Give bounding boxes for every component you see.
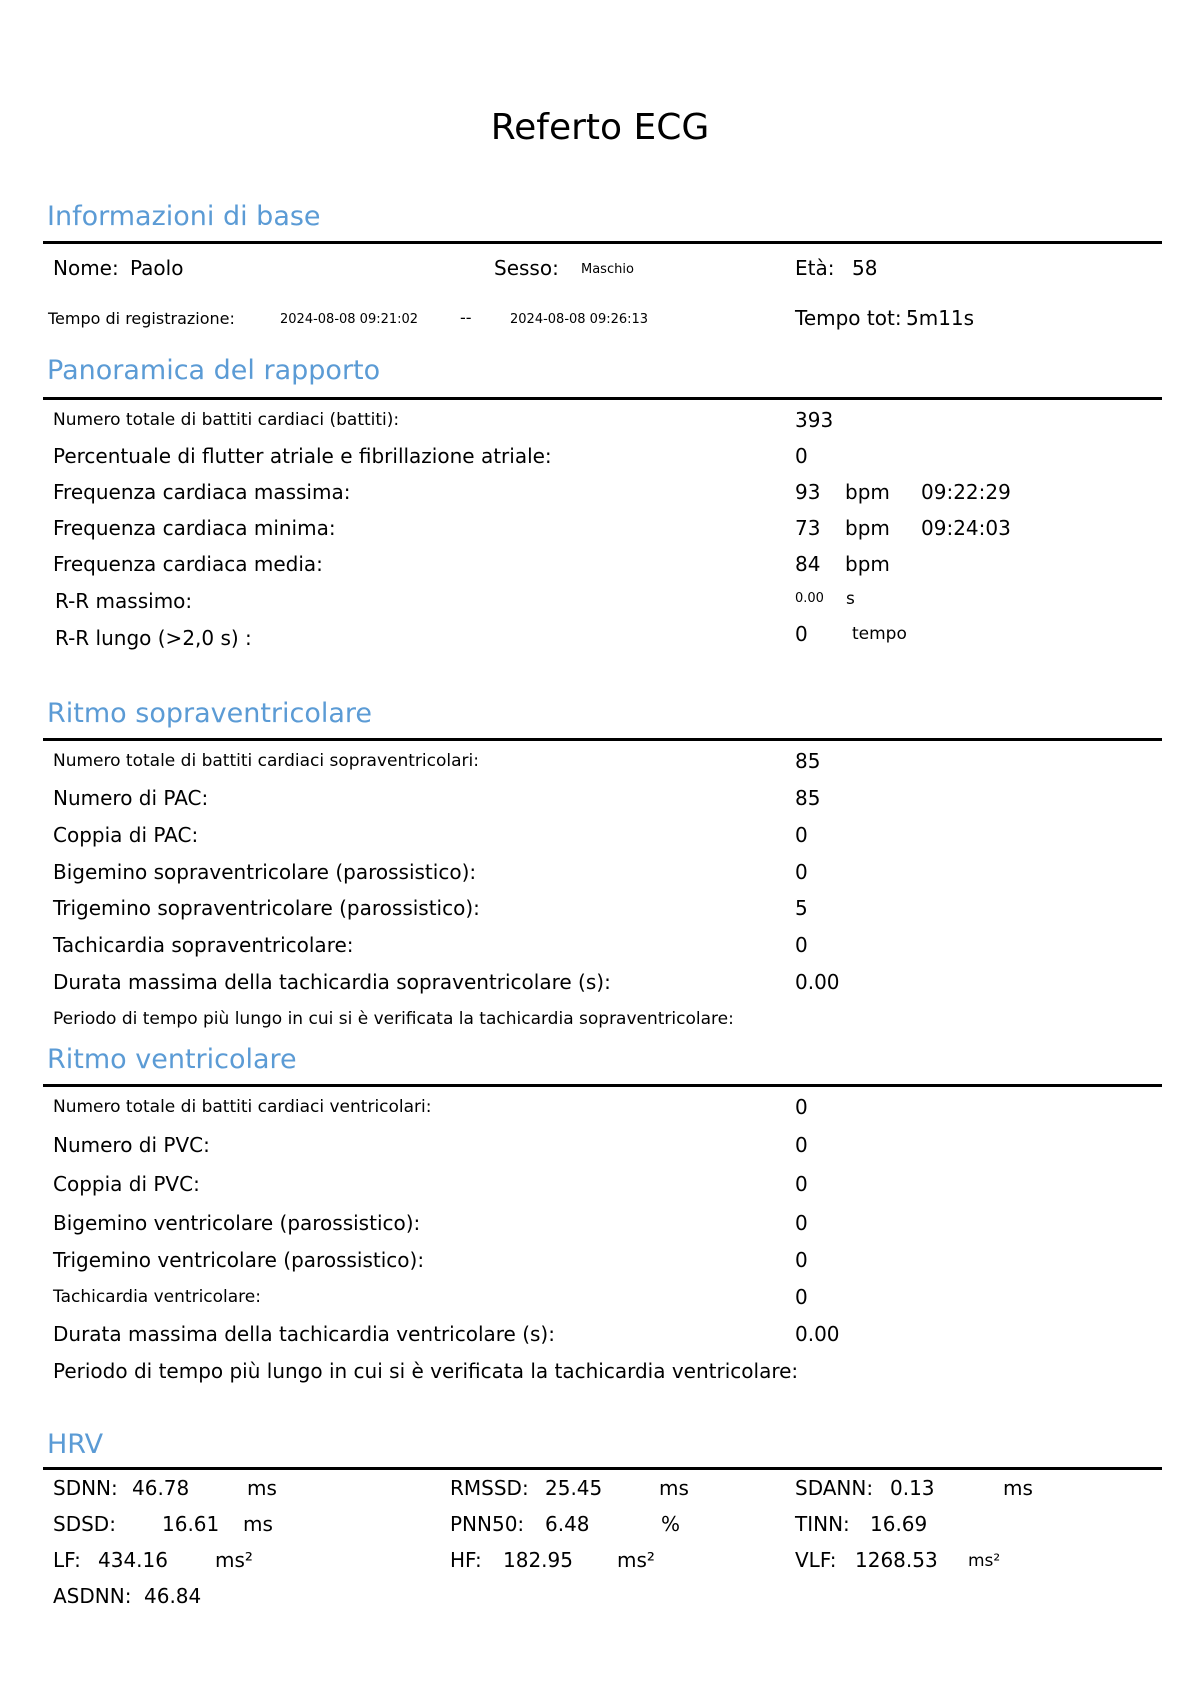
row-label: Durata massima della tachicardia sopraventricolare (s): (53, 970, 611, 994)
supra-row (0, 745, 1200, 775)
row-value: 0.00 (795, 591, 824, 606)
age-value: 58 (852, 256, 878, 280)
overview-row-total-beats (0, 404, 1200, 434)
section-divider (43, 1467, 1162, 1470)
row-value: 0 (795, 1172, 808, 1196)
section-divider (43, 738, 1162, 741)
section-heading-hrv: HRV (47, 1429, 104, 1460)
row-value: 0 (795, 1095, 808, 1119)
sex-label: Sesso: (494, 256, 559, 280)
row-value: 85 (795, 786, 821, 810)
row-unit: bpm (845, 552, 890, 576)
total-time-value: 5m11s (906, 306, 975, 330)
row-label: Numero di PVC: (53, 1133, 210, 1157)
hf-value: 182.95 (503, 1548, 573, 1572)
row-label: Trigemino sopraventricolare (parossistico): (53, 896, 480, 920)
sdsd-value: 16.61 (162, 1512, 220, 1536)
rmssd-unit: ms (659, 1476, 689, 1500)
rmssd-value: 25.45 (545, 1476, 603, 1500)
total-time-label: Tempo tot: (795, 306, 902, 330)
row-value: 85 (795, 749, 821, 773)
hf-unit: ms² (617, 1548, 655, 1572)
row-time: 09:24:03 (921, 516, 1011, 540)
report-title: Referto ECG (490, 107, 710, 148)
pnn50-unit: % (661, 1512, 681, 1536)
row-value: 73 (795, 516, 821, 540)
overview-row-af (0, 440, 1200, 470)
rmssd-label: RMSSD: (450, 1476, 529, 1500)
row-value: 0.00 (795, 970, 840, 994)
vlf-value: 1268.53 (855, 1548, 938, 1572)
row-value: 0 (795, 622, 808, 646)
row-label: Numero totale di battiti cardiaci ventricolari: (53, 1097, 432, 1117)
row-label: Periodo di tempo più lungo in cui si è verificata la tachicardia ventricolare: (53, 1359, 799, 1383)
row-value: 0 (795, 933, 808, 957)
row-value: 0 (795, 1211, 808, 1235)
row-value: 393 (795, 408, 834, 432)
row-time: 09:22:29 (921, 480, 1011, 504)
row-value: 0 (795, 860, 808, 884)
recording-end: 2024-08-08 09:26:13 (510, 312, 649, 327)
row-value: 0 (795, 1285, 808, 1309)
name-label: Nome: (53, 256, 119, 280)
section-heading-overview: Panoramica del rapporto (47, 355, 381, 386)
vent-row (0, 1207, 1200, 1237)
supra-row (0, 892, 1200, 922)
row-label: Numero totale di battiti cardiaci sopraventricolari: (53, 751, 479, 771)
supra-row-longest-period (0, 1003, 1200, 1033)
vlf-unit: ms² (968, 1551, 1001, 1571)
supra-row (0, 856, 1200, 886)
row-value: 93 (795, 480, 821, 504)
sdann-label: SDANN: (795, 1476, 874, 1500)
age-label: Età: (795, 256, 835, 280)
asdnn-label: ASDNN: (53, 1584, 132, 1608)
row-label: Numero totale di battiti cardiaci (battiti): (53, 410, 400, 430)
row-label: Percentuale di flutter atriale e fibrillazione atriale: (53, 444, 552, 468)
vent-row (0, 1168, 1200, 1198)
hf-label: HF: (450, 1548, 482, 1572)
row-label: Trigemino ventricolare (parossistico): (53, 1248, 425, 1272)
row-unit: s (846, 589, 855, 609)
row-label: Coppia di PAC: (53, 823, 199, 847)
sdnn-label: SDNN: (53, 1476, 118, 1500)
sdnn-unit: ms (247, 1476, 277, 1500)
vent-row (0, 1244, 1200, 1274)
row-label: Bigemino ventricolare (parossistico): (53, 1211, 421, 1235)
sdsd-label: SDSD: (53, 1512, 116, 1536)
row-label: Coppia di PVC: (53, 1172, 200, 1196)
supra-row (0, 819, 1200, 849)
row-label: Durata massima della tachicardia ventricolare (s): (53, 1322, 555, 1346)
name-value: Paolo (130, 256, 184, 280)
vent-row (0, 1318, 1200, 1348)
row-label: Periodo di tempo più lungo in cui si è verificata la tachicardia sopraventricolare: (53, 1009, 734, 1029)
row-value: 0 (795, 823, 808, 847)
tinn-label: TINN: (795, 1512, 850, 1536)
vent-row (0, 1091, 1200, 1121)
row-label: Frequenza cardiaca media: (53, 552, 323, 576)
vent-row (0, 1129, 1200, 1159)
row-unit: bpm (845, 516, 890, 540)
recording-start: 2024-08-08 09:21:02 (280, 312, 419, 327)
supra-row (0, 966, 1200, 996)
row-value: 0 (795, 1248, 808, 1272)
section-divider (43, 397, 1162, 400)
asdnn-value: 46.84 (144, 1584, 202, 1608)
overview-row-hr-min (0, 512, 1200, 542)
supra-row (0, 782, 1200, 812)
sdann-unit: ms (1003, 1476, 1033, 1500)
lf-label: LF: (53, 1548, 81, 1572)
row-label: Frequenza cardiaca minima: (53, 516, 336, 540)
row-label: Bigemino sopraventricolare (parossistico): (53, 860, 477, 884)
row-label: R-R massimo: (55, 589, 193, 613)
pnn50-value: 6.48 (545, 1512, 590, 1536)
row-label: Frequenza cardiaca massima: (53, 480, 351, 504)
section-heading-ventricular: Ritmo ventricolare (47, 1044, 297, 1075)
overview-row-rr-max (0, 585, 1200, 615)
row-value: 0.00 (795, 1322, 840, 1346)
row-value: 0 (795, 444, 808, 468)
recording-separator: -- (460, 308, 472, 327)
vlf-label: VLF: (795, 1548, 837, 1572)
lf-unit: ms² (215, 1548, 253, 1572)
section-divider (43, 1084, 1162, 1087)
sdnn-value: 46.78 (132, 1476, 190, 1500)
section-divider (43, 241, 1162, 244)
sdann-value: 0.13 (890, 1476, 935, 1500)
vent-row (0, 1281, 1200, 1311)
overview-row-rr-long (0, 622, 1200, 652)
sex-value: Maschio (581, 262, 634, 277)
row-label: Tachicardia ventricolare: (53, 1287, 261, 1307)
lf-value: 434.16 (98, 1548, 168, 1572)
overview-row-hr-avg (0, 548, 1200, 578)
row-unit: bpm (845, 480, 890, 504)
section-heading-supraventricular: Ritmo sopraventricolare (47, 698, 373, 729)
recording-time-label: Tempo di registrazione: (48, 309, 235, 328)
row-value: 0 (795, 1133, 808, 1157)
pnn50-label: PNN50: (450, 1512, 525, 1536)
row-label: R-R lungo (>2,0 s) : (55, 626, 252, 650)
row-label: Tachicardia sopraventricolare: (53, 933, 354, 957)
sdsd-unit: ms (243, 1512, 273, 1536)
supra-row (0, 929, 1200, 959)
section-heading-basic-info: Informazioni di base (47, 201, 321, 232)
tinn-value: 16.69 (870, 1512, 928, 1536)
vent-row-longest-period (0, 1355, 1200, 1385)
row-value: 84 (795, 552, 821, 576)
row-label: Numero di PAC: (53, 786, 209, 810)
row-value: 5 (795, 896, 808, 920)
row-unit: tempo (852, 624, 907, 644)
overview-row-hr-max (0, 476, 1200, 506)
